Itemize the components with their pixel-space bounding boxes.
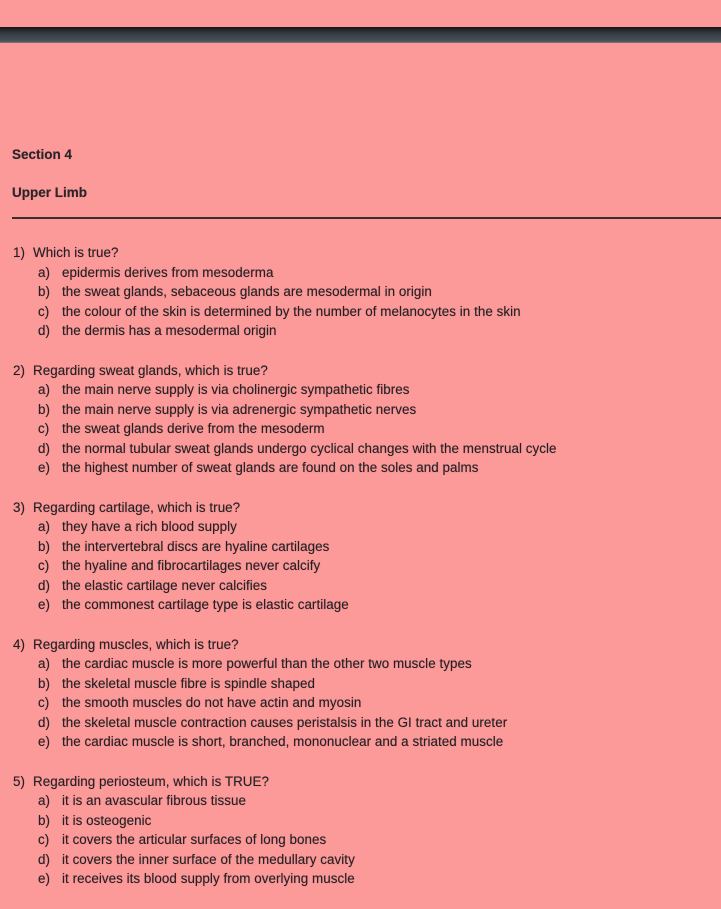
option-letter: d) xyxy=(38,323,51,338)
option-row xyxy=(0,380,721,400)
option-row xyxy=(0,811,721,831)
document-title: Upper Limb xyxy=(12,185,88,200)
option-row xyxy=(0,732,721,752)
option-text: it receives its blood supply from overlying muscle xyxy=(62,871,355,886)
option-row xyxy=(0,263,721,283)
option-letter: b) xyxy=(38,812,51,828)
option-row xyxy=(0,537,721,557)
heading-rule xyxy=(12,217,721,219)
question-block xyxy=(0,243,721,341)
option-row xyxy=(0,517,721,537)
option-text: the elastic cartilage never calcifies xyxy=(62,577,268,593)
option-text: epidermis derives from mesoderma xyxy=(62,264,274,280)
option-row xyxy=(0,830,721,850)
option-letter: b) xyxy=(38,401,51,417)
question-block xyxy=(0,635,721,752)
option-row xyxy=(0,654,721,674)
option-row xyxy=(0,791,721,811)
option-text: the cardiac muscle is short, branched, mononuclear and a striated muscle xyxy=(62,734,504,749)
option-letter: c) xyxy=(38,695,50,710)
option-text: the normal tubular sweat glands undergo cyclical changes with the menstrual cycle xyxy=(62,440,557,456)
option-text: the main nerve supply is via cholinergic sympathetic fibres xyxy=(62,382,410,397)
option-row xyxy=(0,282,721,302)
option-text: the sweat glands derive from the mesoderm xyxy=(62,421,325,436)
option-row xyxy=(0,556,721,576)
question-prompt: Regarding cartilage, which is true? xyxy=(33,499,241,515)
option-row xyxy=(0,595,721,615)
option-letter: b) xyxy=(38,284,51,299)
option-letter: a) xyxy=(38,656,51,671)
option-letter: a) xyxy=(38,264,51,280)
question-block xyxy=(0,772,721,889)
option-letter: d) xyxy=(38,851,51,867)
section-heading: Section 4 xyxy=(12,147,73,162)
option-row xyxy=(0,302,721,322)
question-prompt: Regarding periosteum, which is TRUE? xyxy=(33,773,269,789)
option-list xyxy=(0,654,721,752)
option-text: it covers the inner surface of the medullary cavity xyxy=(62,851,355,867)
option-text: the highest number of sweat glands are found on the soles and palms xyxy=(62,460,479,475)
option-row xyxy=(0,693,721,713)
option-letter: e) xyxy=(38,871,51,886)
question-line xyxy=(0,498,721,518)
option-letter: a) xyxy=(38,793,51,808)
question-number: 1) xyxy=(13,245,26,260)
option-row xyxy=(0,576,721,596)
option-letter: b) xyxy=(38,675,51,691)
option-text: the smooth muscles do not have actin and myosin xyxy=(62,695,362,710)
question-line xyxy=(0,361,721,381)
option-letter: d) xyxy=(38,577,51,593)
question-line xyxy=(0,635,721,655)
option-text: it covers the articular surfaces of long bones xyxy=(62,832,327,847)
option-letter: c) xyxy=(38,832,50,847)
option-letter: c) xyxy=(38,558,50,573)
option-text: the skeletal muscle contraction causes peristalsis in the GI tract and ureter xyxy=(62,714,508,730)
option-list xyxy=(0,380,721,478)
option-letter: a) xyxy=(38,519,51,534)
option-row xyxy=(0,713,721,733)
option-text: the commonest cartilage type is elastic cartilage xyxy=(62,597,349,612)
option-row xyxy=(0,674,721,694)
option-text: the main nerve supply is via adrenergic sympathetic nerves xyxy=(62,401,417,417)
option-row xyxy=(0,850,721,870)
option-list xyxy=(0,791,721,889)
option-row xyxy=(0,321,721,341)
question-prompt: Regarding sweat glands, which is true? xyxy=(33,362,268,378)
option-letter: c) xyxy=(38,421,50,436)
option-text: it is osteogenic xyxy=(62,812,152,828)
option-row xyxy=(0,869,721,889)
option-text: the skeletal muscle fibre is spindle shaped xyxy=(62,675,315,691)
question-number: 5) xyxy=(13,773,26,789)
option-text: the colour of the skin is determined by the number of melanocytes in the skin xyxy=(62,303,521,319)
question-line xyxy=(0,243,721,263)
option-list xyxy=(0,517,721,615)
question-number: 4) xyxy=(13,636,26,652)
option-letter: e) xyxy=(38,460,51,475)
question-prompt: Regarding muscles, which is true? xyxy=(33,636,239,652)
question-block xyxy=(0,361,721,478)
question-block xyxy=(0,498,721,615)
option-text: the cardiac muscle is more powerful than the other two muscle types xyxy=(62,656,472,671)
option-row xyxy=(0,439,721,459)
option-row xyxy=(0,458,721,478)
question-prompt: Which is true? xyxy=(33,245,119,260)
option-letter: c) xyxy=(38,303,50,319)
option-text: they have a rich blood supply xyxy=(62,519,237,534)
option-row xyxy=(0,419,721,439)
option-text: the hyaline and fibrocartilages never calcify xyxy=(62,558,321,573)
question-line xyxy=(0,772,721,792)
option-text: the dermis has a mesodermal origin xyxy=(62,323,277,338)
option-text: it is an avascular fibrous tissue xyxy=(62,793,246,808)
option-letter: d) xyxy=(38,440,51,456)
question-number: 3) xyxy=(13,499,26,515)
option-letter: a) xyxy=(38,382,51,397)
option-letter: b) xyxy=(38,538,51,554)
option-text: the sweat glands, sebaceous glands are mesodermal in origin xyxy=(62,284,432,299)
option-row xyxy=(0,400,721,420)
option-letter: e) xyxy=(38,734,51,749)
option-list xyxy=(0,263,721,341)
option-letter: d) xyxy=(38,714,51,730)
option-letter: e) xyxy=(38,597,51,612)
question-list xyxy=(0,243,721,889)
question-number: 2) xyxy=(13,362,26,378)
option-text: the intervertebral discs are hyaline cartilages xyxy=(62,538,330,554)
